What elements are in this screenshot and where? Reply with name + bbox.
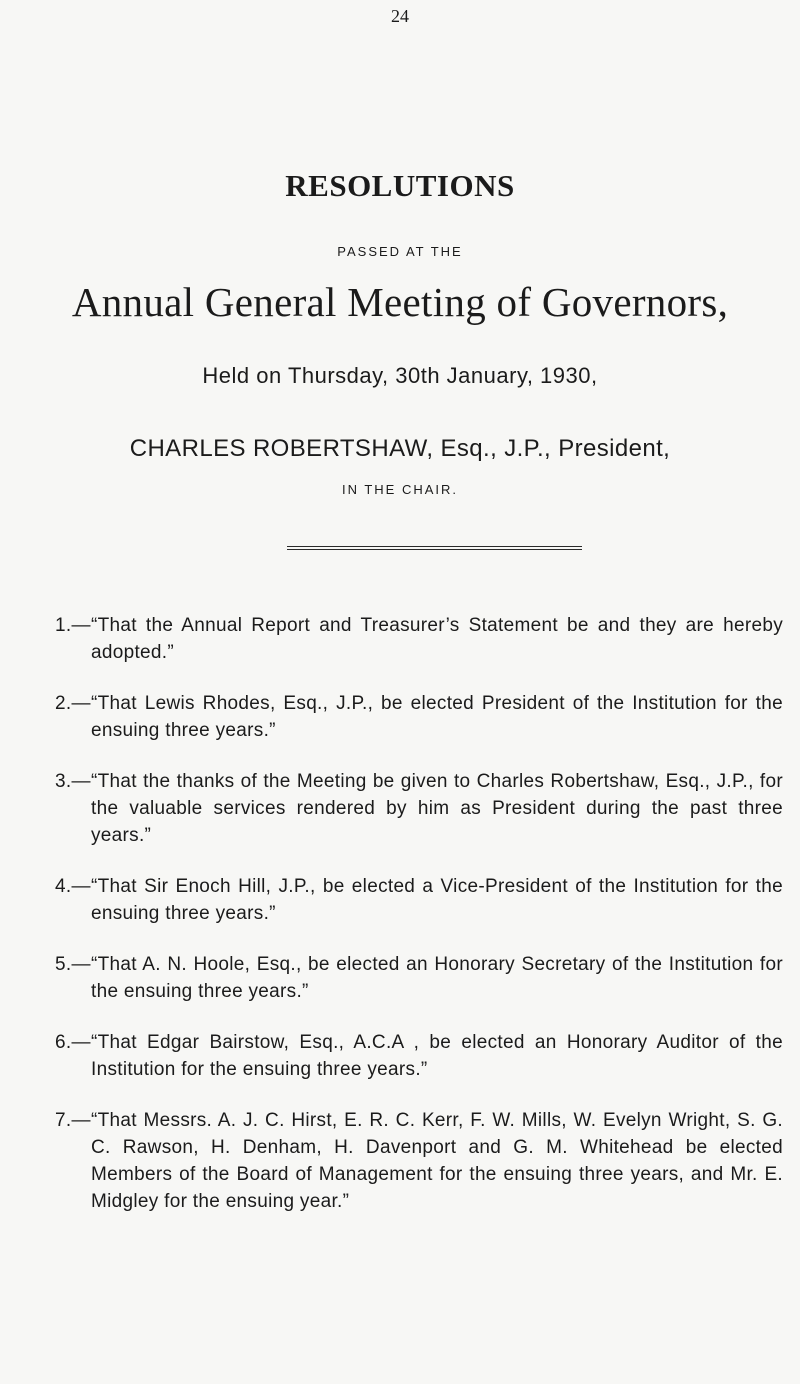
resolution-item: 3.— “That the thanks of the Meeting be given to Charles Robertshaw, Esq., J.P., for the valuable services rendered by him as President during the past three years.”: [55, 768, 783, 849]
resolution-item: 2.— “That Lewis Rhodes, Esq., J.P., be elected President of the Institution for the ensuing three years.”: [55, 690, 783, 744]
resolution-text: “That A. N. Hoole, Esq., be elected an Honorary Secretary of the Institution for the ensuing three years.”: [91, 954, 783, 1002]
resolution-text: “That the Annual Report and Treasurer’s Statement be and they are hereby adopted.”: [91, 615, 783, 663]
meeting-name: Annual General Meeting of Governors,: [71, 279, 729, 325]
resolution-item: 1.— “That the Annual Report and Treasurer’s Statement be and they are hereby adopted.”: [55, 612, 783, 666]
resolution-text: “That Edgar Bairstow, Esq., A.C.A , be elected an Honorary Auditor of the Institution for the ensuing three years.”: [91, 1032, 783, 1080]
president-line: CHARLES ROBERTSHAW, Esq., J.P., President,: [129, 435, 671, 462]
resolution-text: “That Lewis Rhodes, Esq., J.P., be elected President of the Institution for the ensuing three years.”: [91, 693, 783, 741]
resolution-text: “That Sir Enoch Hill, J.P., be elected a Vice-President of the Institution for the ensuing three years.”: [91, 876, 783, 924]
resolutions-list: [55, 612, 783, 1215]
resolution-item: 7.— “That Messrs. A. J. C. Hirst, E. R. C. Kerr, F. W. Mills, W. Evelyn Wright, S. G. C. Rawson, H. Denham, H. Davenport and G. M. Whitehead be elected Members of the Board of Management for the ensuing three years, and Mr. E. Midgley for the ensuing year.”: [55, 1107, 783, 1215]
resolution-item: 6.— “That Edgar Bairstow, Esq., A.C.A , be elected an Honorary Auditor of the Institution for the ensuing three years.”: [55, 1029, 783, 1083]
in-the-chair-caption: IN THE CHAIR.: [341, 482, 459, 497]
resolution-item: 5.— “That A. N. Hoole, Esq., be elected an Honorary Secretary of the Institution for the ensuing three years.”: [55, 951, 783, 1005]
page-title: RESOLUTIONS: [285, 168, 515, 203]
resolution-text: “That the thanks of the Meeting be given to Charles Robertshaw, Esq., J.P., for the valuable services rendered by him as President during the past three years.”: [91, 771, 783, 846]
passed-at-caption: PASSED AT THE: [337, 244, 463, 259]
resolution-item: 4.— “That Sir Enoch Hill, J.P., be elected a Vice-President of the Institution for the ensuing three years.”: [55, 873, 783, 927]
page-number: 24: [391, 6, 409, 26]
divider-rule: [287, 549, 582, 550]
divider-rule: [287, 546, 582, 547]
resolution-text: “That Messrs. A. J. C. Hirst, E. R. C. Kerr, F. W. Mills, W. Evelyn Wright, S. G. C. Rawson, H. Denham, H. Davenport and G. M. Whitehead be elected Members of the Board of Management for the ensuing three years, and Mr. E. Midgley for the ensuing year.”: [91, 1110, 783, 1212]
meeting-date: Held on Thursday, 30th January, 1930,: [202, 363, 598, 388]
